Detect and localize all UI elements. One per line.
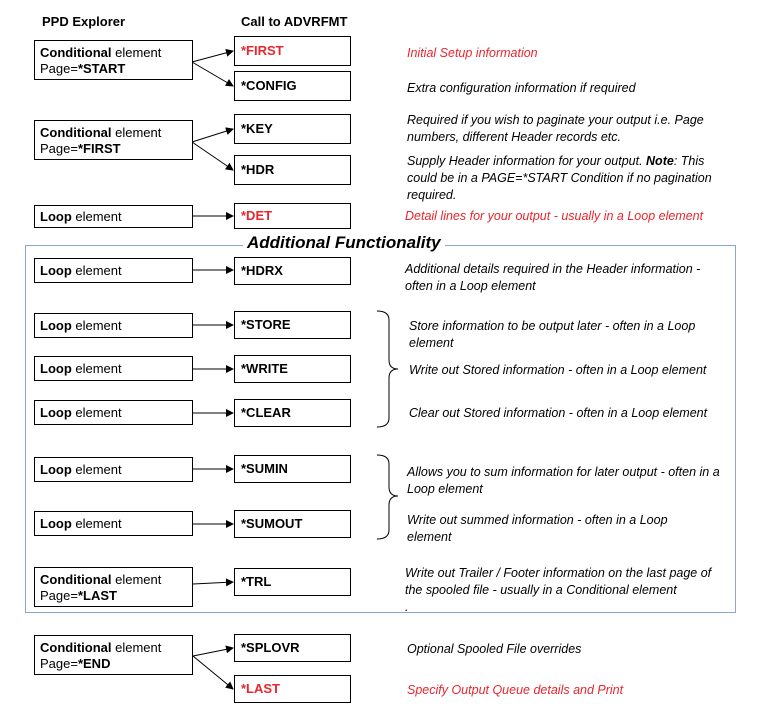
call-hdrx: *HDRX bbox=[234, 257, 351, 285]
brace-sum-group bbox=[377, 455, 398, 539]
call-key: *KEY bbox=[234, 114, 351, 144]
call-first: *FIRST bbox=[234, 36, 351, 66]
call-sumout: *SUMOUT bbox=[234, 510, 351, 538]
desc-hdrx: Additional details required in the Header information - often in a Loop element bbox=[405, 262, 701, 293]
element-loop-clear: Loop element bbox=[34, 400, 193, 425]
call-sumin: *SUMIN bbox=[234, 455, 351, 483]
arrow-start-config bbox=[192, 62, 233, 86]
arrow-trl bbox=[193, 582, 233, 584]
desc-hdr: Supply Header information for your output. Note: This could be in a PAGE=*START Condition if no pagination required. bbox=[407, 154, 712, 202]
element-loop-sumout: Loop element bbox=[34, 511, 193, 536]
element-conditional-last: Conditional element Page=*LAST bbox=[34, 567, 193, 607]
call-last: *LAST bbox=[234, 675, 351, 703]
arrow-first-hdr bbox=[192, 142, 233, 170]
call-hdr: *HDR bbox=[234, 155, 351, 185]
desc-splovr: Optional Spooled File overrides bbox=[407, 642, 582, 656]
desc-write: Write out Stored information - often in a Loop element bbox=[409, 363, 707, 377]
call-splovr: *SPLOVR bbox=[234, 634, 351, 662]
element-loop-store: Loop element bbox=[34, 313, 193, 338]
desc-det: Detail lines for your output - usually in a Loop element bbox=[405, 209, 704, 223]
desc-key: Required if you wish to paginate your output i.e. Page numbers, different Header records etc. bbox=[407, 113, 704, 144]
arrow-end-last bbox=[193, 656, 233, 689]
arrow-start-first bbox=[192, 51, 233, 62]
call-clear: *CLEAR bbox=[234, 399, 351, 427]
element-loop-sumin: Loop element bbox=[34, 457, 193, 482]
ppd-explorer-header: PPD Explorer bbox=[42, 14, 126, 29]
desc-first: Initial Setup information bbox=[407, 46, 538, 60]
additional-functionality-title: Additional Functionality bbox=[243, 233, 445, 253]
call-store: *STORE bbox=[234, 311, 351, 339]
brace-store-group bbox=[377, 311, 398, 427]
element-conditional-start: Conditional element Page=*START bbox=[34, 40, 193, 80]
element-loop-hdrx: Loop element bbox=[34, 258, 193, 283]
call-to-advrfmt-header: Call to ADVRFMT bbox=[241, 14, 348, 29]
element-conditional-first: Conditional element Page=*FIRST bbox=[34, 120, 193, 160]
desc-config: Extra configuration information if required bbox=[407, 81, 636, 95]
desc-last: Specify Output Queue details and Print bbox=[407, 683, 624, 697]
call-det: *DET bbox=[234, 203, 351, 229]
desc-trl: Write out Trailer / Footer information on the last page of the spooled file - usually in a Conditional element . bbox=[405, 566, 712, 614]
call-config: *CONFIG bbox=[234, 71, 351, 101]
call-trl: *TRL bbox=[234, 568, 351, 596]
desc-clear: Clear out Stored information - often in a Loop element bbox=[409, 406, 708, 420]
desc-sumin: Allows you to sum information for later output - often in a Loop element bbox=[407, 465, 720, 496]
desc-sumout: Write out summed information - often in a Loop element bbox=[407, 513, 668, 544]
arrow-first-key bbox=[192, 129, 233, 142]
call-write: *WRITE bbox=[234, 355, 351, 383]
arrow-end-splovr bbox=[193, 648, 233, 656]
element-conditional-end: Conditional element Page=*END bbox=[34, 635, 193, 675]
element-loop-write: Loop element bbox=[34, 356, 193, 381]
element-loop-det: Loop element bbox=[34, 205, 193, 228]
desc-store: Store information to be output later - often in a Loop element bbox=[409, 319, 696, 350]
